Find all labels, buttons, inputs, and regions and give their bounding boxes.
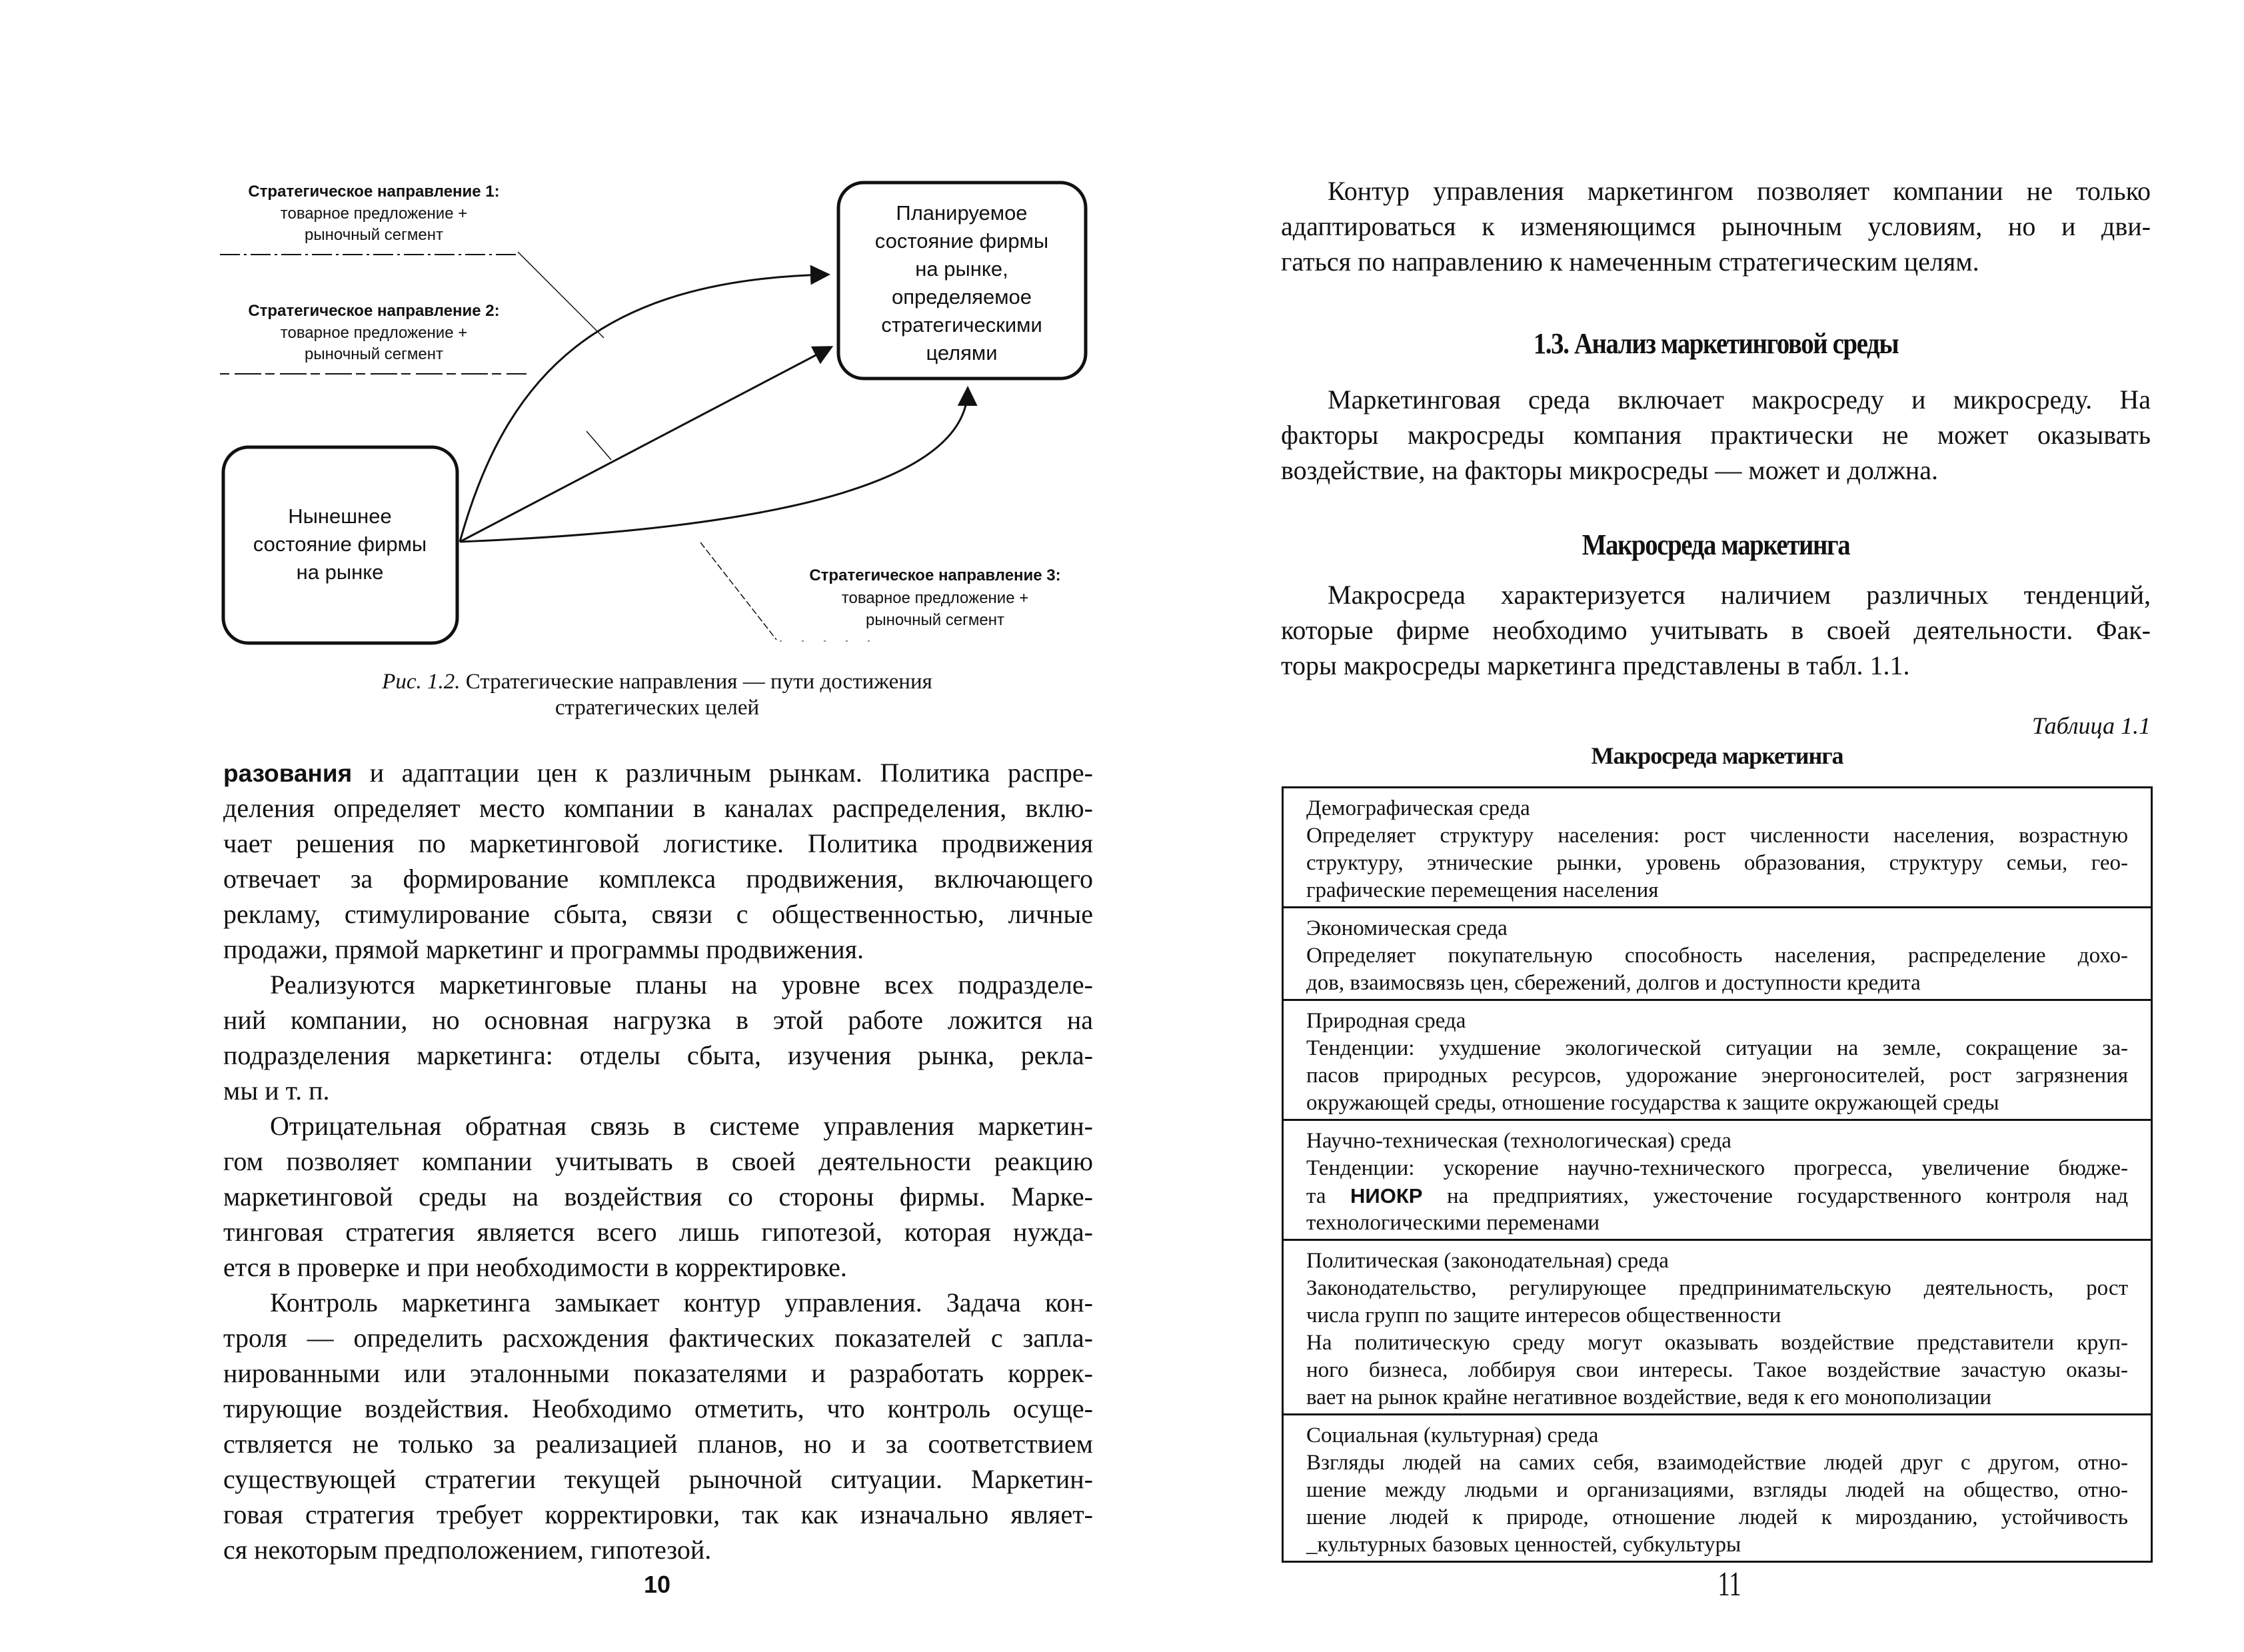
- direction-title: Стратегическое направление 1:: [248, 183, 500, 201]
- paragraph: [223, 1108, 1093, 1285]
- leader-line-1: [518, 252, 604, 338]
- paragraph: [223, 967, 1093, 1108]
- text-line: [223, 755, 1093, 790]
- direction-3-label: [809, 566, 1060, 629]
- arrow-direction-1: [460, 275, 826, 542]
- row-title: Научно-техническая (технологическая) среда: [1306, 1129, 1731, 1153]
- direction-text: рыночный сегмент: [305, 345, 443, 363]
- text-line: деления определяет место компании в каналах распределения, вклю-: [223, 793, 1093, 823]
- box-text: состояние фирмы: [874, 229, 1049, 253]
- box-text: определяемое: [891, 285, 1032, 309]
- table-cell: [1283, 1120, 2152, 1240]
- box-text: Нынешнее: [288, 504, 392, 528]
- text-line: факторы макросреды компания практически не может оказывать: [1281, 420, 2151, 450]
- caption-label: Рис. 1.2.: [382, 670, 461, 694]
- row-text-line: На политическую среду могут оказывать воздействие представители круп-: [1306, 1331, 2128, 1355]
- leader-line-2: [586, 431, 611, 460]
- planned-state-text: [875, 201, 1048, 365]
- sub-paragraph: [1281, 577, 2151, 683]
- table-row: [1283, 1000, 2152, 1120]
- left-page-body: [223, 755, 1093, 1567]
- row-text-line: пасов природных ресурсов, удорожание энергоносителей, рост загрязнения: [1306, 1064, 2128, 1088]
- direction-2-label: [248, 302, 499, 363]
- row-title: Политическая (законодательная) среда: [1306, 1249, 1669, 1273]
- section-paragraph: [1281, 382, 2151, 488]
- box-text: Планируемое: [896, 201, 1028, 225]
- table-cell: [1283, 1000, 2152, 1120]
- text-line: ется в проверке и при необходимости в корректировке.: [223, 1252, 847, 1282]
- subheading: Макросреда маркетинга: [1582, 528, 1850, 561]
- text-line: тирующие воздействия. Необходимо отметить, что контроль осуще-: [223, 1393, 1093, 1423]
- text-line: рекламу, стимулирование сбыта, связи с общественностью, личные: [223, 899, 1093, 929]
- table-row: [1283, 908, 2152, 1000]
- text-line: маркетинговой среды на воздействия со стороны фирмы. Марке-: [223, 1182, 1093, 1212]
- direction-text: товарное предложение +: [280, 324, 468, 342]
- text-line: ствляется не только за реализацией планов, но и за соответствием: [223, 1429, 1093, 1459]
- direction-1-label: [248, 183, 499, 244]
- text-line: Макросреда характеризуется наличием различных тенденций,: [1328, 580, 2151, 610]
- text-line: подразделения маркетинга: отделы сбыта, изучения рынка, рекла-: [223, 1040, 1093, 1070]
- paragraph: [223, 1285, 1093, 1567]
- row-text-line: шение между людьми и организациями, взгляды людей на общество, отно-: [1306, 1478, 2128, 1502]
- text-line: торы макросреды маркетинга представлены в табл. 1.1.: [1281, 650, 1910, 680]
- caption-line-2: стратегических целей: [555, 696, 760, 720]
- row-text-line: шение людей к природе, отношение людей к мирозданию, устойчивость: [1306, 1505, 2128, 1529]
- intro-paragraph: [1281, 173, 2151, 279]
- row-text-line: дов, взаимосвязь цен, сбережений, долгов и доступности кредита: [1306, 971, 1921, 995]
- row-title: Экономическая среда: [1306, 916, 1508, 940]
- box-text: целями: [926, 341, 998, 365]
- row-title: Демографическая среда: [1306, 796, 1530, 820]
- row-text-line: Законодательство, регулирующее предпринимательскую деятельность, рост: [1306, 1276, 2128, 1300]
- row-text-line: Определяет покупательную способность населения, распределение дохо-: [1306, 944, 2128, 968]
- text-line: нированными или эталонными показателями и разработать коррек-: [223, 1358, 1093, 1388]
- direction-title: Стратегическое направление 3:: [809, 566, 1061, 584]
- direction-text: рыночный сегмент: [305, 226, 443, 244]
- row-text-line: Тенденции: ускорение научно-технического прогресса, увеличение бюдже-: [1306, 1156, 2128, 1180]
- text-line: гаться по направлению к намеченным стратегическим целям.: [1281, 247, 1979, 277]
- table-cell: [1283, 908, 2152, 1000]
- paragraph: [223, 755, 1093, 967]
- text-line: троля — определить расхождения фактических показателей с запла-: [223, 1323, 1093, 1353]
- direction-title: Стратегическое направление 2:: [248, 302, 500, 320]
- row-text-line: числа групп по защите интересов общественности: [1306, 1303, 1781, 1327]
- text-line: ся некоторым предположением, гипотезой.: [223, 1535, 712, 1565]
- text-line: говая стратегия требует корректировки, так как изначально являет-: [223, 1499, 1093, 1529]
- text-line: которые фирме необходимо учитывать в своей деятельности. Фак-: [1281, 615, 2151, 645]
- arrow-direction-3: [460, 390, 968, 542]
- row-text-line: окружающей среды, отношение государства к защите окружающей среды: [1306, 1091, 1999, 1115]
- row-text-line: графические перемещения населения: [1306, 878, 1659, 902]
- row-text-line: технологическими переменами: [1306, 1211, 1600, 1235]
- direction-text: товарное предложение +: [841, 589, 1029, 607]
- text-line: Отрицательная обратная связь в системе управления маркетин-: [270, 1111, 1093, 1141]
- table-cell: [1283, 1415, 2152, 1562]
- row-title: Социальная (культурная) среда: [1306, 1423, 1599, 1447]
- row-title: Природная среда: [1306, 1009, 1466, 1033]
- table-cell: [1283, 1240, 2152, 1415]
- table-row: [1283, 788, 2152, 908]
- box-text: состояние фирмы: [253, 532, 427, 556]
- row-text-line: _культурных базовых ценностей, субкультуры: [1306, 1533, 1741, 1557]
- row-text-line: Тенденции: ухудшение экологической ситуации на земле, сокращение за-: [1306, 1036, 2128, 1060]
- table-row: [1283, 1240, 2152, 1415]
- text-line: Контроль маркетинга замыкает контур управления. Задача кон-: [270, 1287, 1093, 1317]
- row-text-line: вает на рынок крайне негативное воздействие, ведя к его монополизации: [1306, 1385, 1992, 1409]
- table-row: [1283, 1120, 2152, 1240]
- figure-strategic-directions: [0, 0, 1133, 666]
- arrow-direction-2: [460, 348, 830, 542]
- page-number-right: 11: [1717, 1565, 1741, 1603]
- text-line: Маркетинговая среда включает макросреду и микросреду. На: [1328, 385, 2151, 414]
- row-text-line: Взгляды людей на самих себя, взаимодействие людей друг с другом, отно-: [1306, 1451, 2128, 1475]
- text-line: воздействие, на факторы микросреды — может и должна.: [1281, 455, 1939, 485]
- abbreviation: НИОКР: [1350, 1184, 1423, 1208]
- row-text-line: [1306, 1182, 2128, 1210]
- text-line: чает решения по маркетинговой логистике. Политика продвижения: [223, 828, 1093, 858]
- lead-word: разования: [223, 760, 353, 787]
- section-heading: 1.3. Анализ маркетинговой среды: [1533, 327, 1899, 360]
- text-fragment: та: [1306, 1184, 1351, 1208]
- row-text-line: ного бизнеса, лоббируя свои интересы. Такое воздействие зачастую оказы-: [1306, 1358, 2128, 1382]
- text-line: Контур управления маркетингом позволяет компании не только: [1328, 176, 2151, 206]
- text-line: существующей стратегии текущей рыночной ситуации. Маркетин-: [223, 1464, 1093, 1494]
- text-line: ний компании, но основная нагрузка в этой работе ложится на: [223, 1005, 1093, 1035]
- row-text-line: структуру, этнические рынки, уровень образования, структуру семьи, гео-: [1306, 851, 2128, 875]
- text-fragment: и адаптации цен к различным рынкам. Политика распре-: [352, 758, 1093, 788]
- table-title: Макросреда маркетинга: [1591, 742, 1843, 769]
- text-line: адаптироваться к изменяющимся рыночным условиям, но и дви-: [1281, 211, 2151, 241]
- table-row: [1283, 1415, 2152, 1562]
- page-number-left: 10: [644, 1571, 671, 1598]
- leader-line-3: [700, 542, 776, 640]
- box-text: на рынке: [296, 560, 384, 584]
- macro-environment-table: [1282, 786, 2153, 1563]
- box-text: стратегическими: [881, 313, 1042, 337]
- text-line: тинговая стратегия является всего лишь гипотезой, которая нужда-: [223, 1217, 1093, 1247]
- text-line: отвечает за формирование комплекса продвижения, включающего: [223, 864, 1093, 894]
- text-line: гом позволяет компании учитывать в своей деятельности реакцию: [223, 1146, 1093, 1176]
- text-line: мы и т. п.: [223, 1076, 330, 1106]
- current-state-text: [253, 504, 427, 584]
- direction-text: рыночный сегмент: [866, 611, 1004, 629]
- text-fragment: на предприятиях, ужесточение государственного контроля над: [1422, 1184, 2128, 1208]
- direction-text: товарное предложение +: [280, 205, 468, 223]
- table-label: Таблица 1.1: [2031, 712, 2151, 739]
- text-line: Реализуются маркетинговые планы на уровне всех подразделе-: [270, 970, 1093, 1000]
- row-text-line: Определяет структуру населения: рост численности населения, возрастную: [1306, 824, 2128, 848]
- table-cell: [1283, 788, 2152, 908]
- caption-line-1: [224, 669, 1090, 695]
- caption-text: Стратегические направления — пути достижения: [460, 670, 932, 694]
- text-line: продажи, прямой маркетинг и программы продвижения.: [223, 934, 864, 964]
- box-text: на рынке,: [915, 257, 1008, 281]
- figure-caption: [224, 669, 1090, 721]
